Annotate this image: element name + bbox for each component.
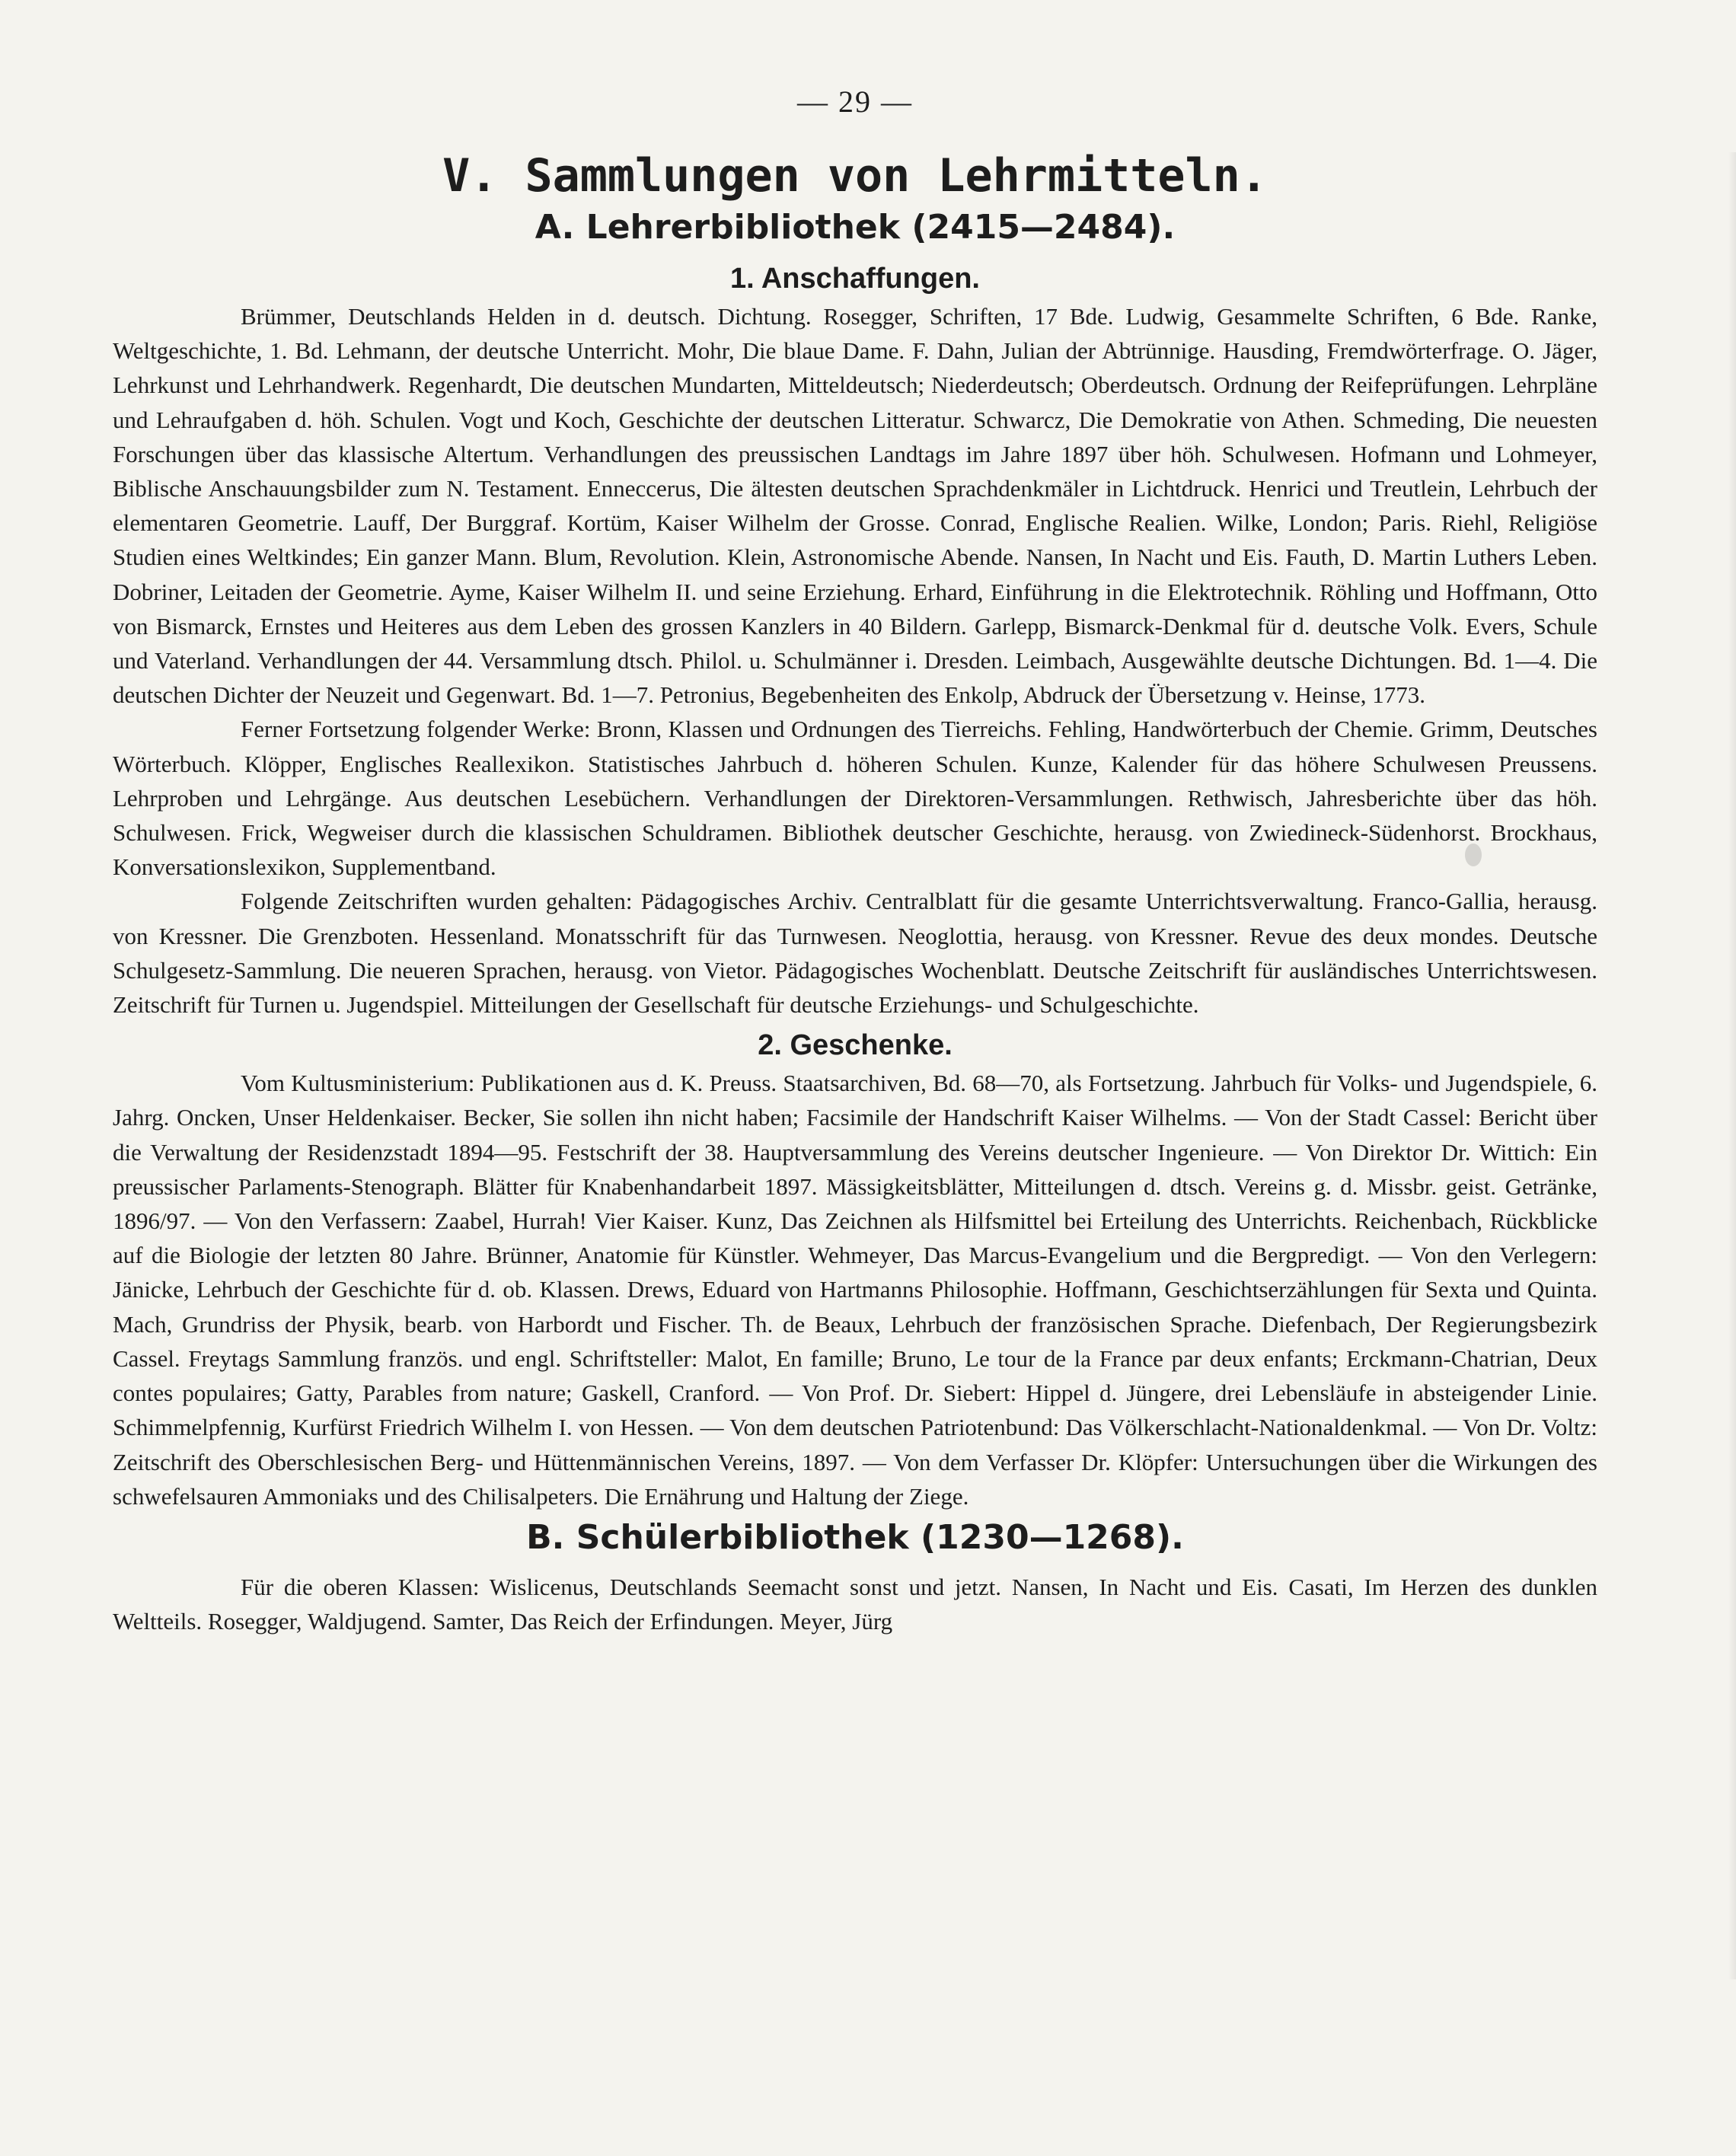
heading-lehrerbibliothek: A. Lehrerbibliothek (2415—2484).: [535, 208, 1176, 247]
paragraph-zeitschriften: Folgende Zeitschriften wurden gehalten: Pädagogisches Archiv. Centralblatt für die gesamte Unterrichtsverwaltung. Franco-Gallia, herausg. von Kressner. Die Grenzboten. Hessenland. Monatsschrift für das Turnwesen. Neoglottia, herausg. von Kressner. Revue des deux mondes. Deutsche Schulgesetz-Sammlung. Die neueren Sprachen, herausg. von Vietor. Pädagogisches Wochenblatt. Deutsche Zeitschrift für ausländisches Unterrichtswesen. Zeitschrift für Turnen u. Jugendspiel. Mitteilungen der Gesellschaft für deutsche Erziehungs- und Schulgeschichte.: [113, 888, 1597, 1019]
paragraph-fortsetzung: Ferner Fortsetzung folgender Werke: Bronn, Klassen und Ordnungen des Tierreichs. Fehling, Handwörterbuch der Chemie. Grimm, Deutsches Wörterbuch. Klöpper, Englisches Reallexikon. Statistisches Jahrbuch d. höheren Schulen. Kunze, Kalender für das höhere Schulwesen Preussens. Lehrproben und Lehrgänge. Aus deutschen Lesebüchern. Verhandlungen der Direktoren-Versammlungen. Rethwisch, Jahresberichte über das höh. Schulwesen. Frick, Wegweiser durch die klassischen Schuldramen. Bibliothek deutscher Geschichte, herausg. von Zwiedineck-Südenhorst. Brockhaus, Konversationslexikon, Supplementband.: [113, 716, 1597, 881]
section-title: V. Sammlungen von Lehrmitteln.: [442, 149, 1268, 203]
heading-anschaffungen: 1. Anschaffungen.: [730, 263, 980, 295]
paragraph-schuelerbibliothek: Für die oberen Klassen: Wislicenus, Deutschlands Seemacht sonst und jetzt. Nansen, In Nacht und Eis. Casati, Im Herzen des dunklen Weltteils. Rosegger, Waldjugend. Samter, Das Reich der Erfindungen. Meyer, Jürg: [113, 1573, 1597, 1635]
page-edge-shadow: [1728, 152, 1736, 1979]
paragraph-geschenke: Vom Kultusministerium: Publikationen aus d. K. Preuss. Staatsarchiven, Bd. 68—70, als Fortsetzung. Jahrbuch für Volks- und Jugendspiele, 6. Jahrg. Oncken, Unser Heldenkaiser. Becker, Sie sollen ihn nicht haben; Facsimile der Handschrift Kaiser Wilhelms. — Von der Stadt Cassel: Bericht über die Verwaltung der Residenzstadt 1894—95. Festschrift der 38. Hauptversammlung des Vereins deutscher Ingenieure. — Von Direktor Dr. Wittich: Ein preussischer Parlaments-Stenograph. Blätter für Knabenhandarbeit 1897. Mässigkeitsblätter, Mitteilungen d. dtsch. Vereins g. d. Missbr. geist. Getränke, 1896/97. — Von den Verfassern: Zaabel, Hurrah! Vier Kaiser. Kunz, Das Zeichnen als Hilfsmittel bei Erteilung des Unterrichts. Reichenbach, Rückblicke auf die Biologie der letzten 80 Jahre. Brünner, Anatomie für Künstler. Wehmeyer, Das Marcus-Evangelium und die Bergpredigt. — Von den Verlegern: Jänicke, Lehrbuch der Geschichte für d. ob. Klassen. Drews, Eduard von Hartmanns Philosophie. Hoffmann, Geschichtserzählungen für Sexta und Quinta. Mach, Grundriss der Physik, bearb. von Harbordt und Fischer. Th. de Beaux, Lehrbuch der französischen Sprache. Diefenbach, Der Regierungsbezirk Cassel. Freytags Sammlung französ. und engl. Schriftsteller: Malot, En famille; Bruno, Le tour de la France par deux enfants; Erckmann-Chatrian, Deux contes populaires; Gatty, Parables from nature; Gaskell, Cranford. — Von Prof. Dr. Siebert: Hippel d. Jüngere, drei Lebensläufe in absteigender Linie. Schimmelpfennig, Kurfürst Friedrich Wilhelm I. von Hessen. — Von dem deutschen Patriotenbund: Das Völkerschlacht-Nationaldenkmal. — Von Dr. Voltz: Zeitschrift des Oberschlesischen Berg- und Hüttenmännischen Vereins, 1897. — Von dem Verfasser Dr. Klöpfer: Untersuchungen über die Wirkungen des schwefelsauren Ammoniaks und des Chilisalpeters. Die Ernährung und Haltung der Ziege.: [113, 1070, 1597, 1510]
paragraph-anschaffungen: Brümmer, Deutschlands Helden in d. deutsch. Dichtung. Rosegger, Schriften, 17 Bde. Ludwig, Gesammelte Schriften, 6 Bde. Ranke, Weltgeschichte, 1. Bd. Lehmann, der deutsche Unterricht. Mohr, Die blaue Dame. F. Dahn, Julian der Abtrünnige. Hausding, Fremdwörterfrage. O. Jäger, Lehrkunst und Lehrhandwerk. Regenhardt, Die deutschen Mundarten, Mitteldeutsch; Niederdeutsch; Oberdeutsch. Ordnung der Reifeprüfungen. Lehrpläne und Lehraufgaben d. höh. Schulen. Vogt und Koch, Geschichte der deutschen Litteratur. Schwarcz, Die Demokratie von Athen. Schmeding, Die neuesten Forschungen über das klassische Altertum. Verhandlungen des preussischen Landtags im Jahre 1897 über höh. Schulwesen. Hofmann und Lohmeyer, Biblische Anschauungsbilder zum N. Testament. Enneccerus, Die ältesten deutschen Sprachdenkmäler in Lichtdruck. Henrici und Treutlein, Lehrbuch der elementaren Geometrie. Lauff, Der Burggraf. Kortüm, Kaiser Wilhelm der Grosse. Conrad, Englische Realien. Wilke, London; Paris. Riehl, Religiöse Studien eines Weltkindes; Ein ganzer Mann. Blum, Revolution. Klein, Astronomische Abende. Nansen, In Nacht und Eis. Fauth, D. Martin Luthers Leben. Dobriner, Leitaden der Geometrie. Ayme, Kaiser Wilhelm II. und seine Erziehung. Erhard, Einführung in die Elektrotechnik. Röhling und Hoffmann, Otto von Bismarck, Ernstes und Heiteres aus dem Leben des grossen Kanzlers in 40 Bildern. Garlepp, Bismarck-Denkmal für d. deutsche Volk. Evers, Schule und Vaterland. Verhandlungen der 44. Versammlung dtsch. Philol. u. Schulmänner i. Dresden. Leimbach, Ausgewählte deutsche Dichtungen. Bd. 1—4. Die deutschen Dichter der Neuzeit und Gegenwart. Bd. 1—7. Petronius, Begebenheiten des Enkolp, Abdruck der Übersetzung v. Heinse, 1773.: [113, 303, 1597, 709]
document-page: [113, 84, 1597, 1638]
heading-schuelerbibliothek: B. Schülerbibliothek (1230—1268).: [526, 1517, 1184, 1557]
page-number: — 29 —: [797, 85, 913, 119]
heading-geschenke: 2. Geschenke.: [758, 1029, 953, 1062]
